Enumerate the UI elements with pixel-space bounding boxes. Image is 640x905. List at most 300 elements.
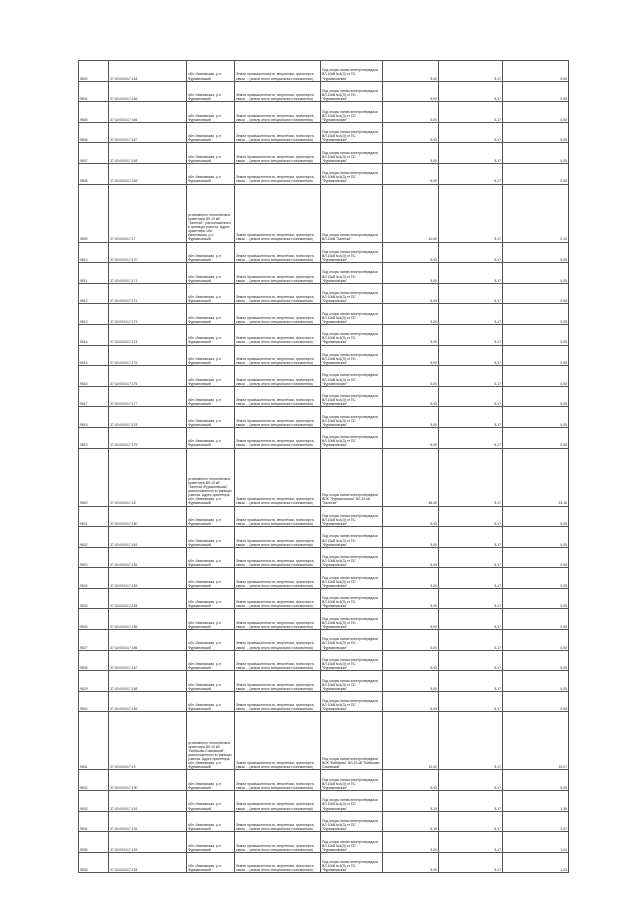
row-number-cell: 9804 (79, 81, 109, 102)
land-category-cell: Земли промышленности, энергетики, транспорта, связи ... (земли иного специального назначения) (235, 791, 321, 812)
area-cell: 5,00 (383, 547, 439, 568)
table-row (79, 163, 569, 184)
area-cell: 5,00 (383, 588, 439, 609)
address-cell: обл. Ивановская, р-н Фурмановский (187, 304, 235, 325)
permitted-use-cell: Под опоры линии электропередачи ВЛ-10кВ №4(3) от ПС "Фурмановская" (321, 263, 383, 284)
table-row (79, 386, 569, 407)
value-cell: 0,05 (503, 304, 569, 325)
land-category-cell: Земли промышленности, энергетики, транспорта, связи ... (земли иного специального назначения) (235, 527, 321, 548)
land-category-cell: Земли промышленности, энергетики, транспорта, связи ... (земли иного специального назначения) (235, 547, 321, 568)
row-number-cell: 9811 (79, 263, 109, 284)
cadastral-number-cell: 37:02:000417:173 (109, 304, 187, 325)
row-number-cell: 9815 (79, 345, 109, 366)
area-cell: 5,00 (383, 304, 439, 325)
table-row (79, 506, 569, 527)
land-category-cell: Земли промышленности, энергетики, транспорта, связи ... (земли иного специального назначения) (235, 61, 321, 82)
row-number-cell: 9813 (79, 304, 109, 325)
area-cell: 12,00 (383, 712, 439, 770)
table-row (79, 242, 569, 263)
area-cell: 5,00 (383, 691, 439, 712)
value-cell: 0,05 (503, 163, 569, 184)
address-cell: обл. Ивановская, р-н Фурмановский (187, 427, 235, 448)
value-cell: 1,36 (503, 791, 569, 812)
permitted-use-cell: Под опоры линии электропередачи ВЛ-10кВ №4(3) от ПС "Фурмановская" (321, 506, 383, 527)
land-category-cell: Земли промышленности, энергетики, транспорта, связи ... (земли иного специального назначения) (235, 770, 321, 791)
permitted-use-cell: Под опоры линии электропередачи ВОК "Бибиково" ВЛ-10 кВ "Бибиково-Сомовский" (321, 712, 383, 770)
rate-cell: 5,17 (439, 61, 503, 82)
area-cell: 10,00 (383, 184, 439, 242)
table-row (79, 407, 569, 428)
row-number-cell: 9819 (79, 427, 109, 448)
permitted-use-cell: Под опоры линии электропередачи ВЛ-10кВ №4(3) от ПС "Фурмановская" (321, 568, 383, 589)
cadastral-number-cell: 37:02:000417:172 (109, 283, 187, 304)
cadastral-number-cell: 37:02:000417:166 (109, 102, 187, 123)
table-row (79, 283, 569, 304)
value-cell: 0,05 (503, 407, 569, 428)
area-cell: 5,00 (383, 506, 439, 527)
row-number-cell: 9821 (79, 506, 109, 527)
land-category-cell: Земли промышленности, энергетики, транспорта, связи ... (земли иного специального назначения) (235, 630, 321, 651)
land-category-cell: Земли промышленности, энергетики, транспорта, связи ... (земли иного специального назначения) (235, 345, 321, 366)
row-number-cell: 9832 (79, 770, 109, 791)
row-number-cell: 9829 (79, 671, 109, 692)
permitted-use-cell: Под опоры линии электропередачи ВЛ-10кВ №4(3) от ПС "Фурмановская" (321, 345, 383, 366)
value-cell: 0,05 (503, 547, 569, 568)
land-category-cell: Земли промышленности, энергетики, транспорта, связи ... (земли иного специального назначения) (235, 506, 321, 527)
value-cell: 0,05 (503, 506, 569, 527)
table-row (79, 691, 569, 712)
area-cell: 5,00 (383, 163, 439, 184)
land-category-cell: Земли промышленности, энергетики, транспорта, связи ... (земли иного специального назначения) (235, 568, 321, 589)
address-cell: обл. Ивановская, р-н Фурмановский (187, 122, 235, 143)
permitted-use-cell: Под опоры линии электропередачи ВЛ-10кВ №4(3) от ПС "Фурмановская" (321, 304, 383, 325)
value-cell: 0,05 (503, 61, 569, 82)
area-cell: 5,00 (383, 386, 439, 407)
cadastral-number-cell: 37:02:000417:192 (109, 811, 187, 832)
address-cell: обл. Ивановская, р-н Фурмановский (187, 630, 235, 651)
value-cell: 0,05 (503, 527, 569, 548)
address-cell: обл. Ивановская, р-н Фурмановский (187, 832, 235, 853)
permitted-use-cell: Под опоры линии электропередачи ВЛ-10кВ №4(3) от ПС "Фурмановская" (321, 691, 383, 712)
land-category-cell: Земли промышленности, энергетики, транспорта, связи ... (земли иного специального назначения) (235, 81, 321, 102)
land-category-cell: Земли промышленности, энергетики, транспорта, связи ... (земли иного специального назначения) (235, 650, 321, 671)
permitted-use-cell: Под опоры линии электропередачи ВЛ-10кВ №4(3) от ПС "Фурмановская" (321, 324, 383, 345)
address-cell: обл. Ивановская, р-н Фурмановский (187, 143, 235, 164)
row-number-cell: 9817 (79, 386, 109, 407)
cadastral-number-cell: 37:02:000417:182 (109, 547, 187, 568)
permitted-use-cell: Под опоры линии электропередачи ВЛ-10кВ №4(3) от ПС "Фурмановская" (321, 61, 383, 82)
cadastral-number-cell: 37:02:000417:18 (109, 448, 187, 506)
permitted-use-cell: Под опоры линии электропередачи ВЛ-10кВ №4(3) от ПС "Фурмановская" (321, 547, 383, 568)
row-number-cell: 9826 (79, 609, 109, 630)
table-row (79, 671, 569, 692)
permitted-use-cell: Под опоры линии электропередачи ВЛ-10кВ №4(3) от ПС "Фурмановская" (321, 163, 383, 184)
land-category-cell: Земли промышленности, энергетики, транспорта, связи ... (земли иного специального назначения) (235, 184, 321, 242)
address-cell: установлено относительно ориентира ВЛ-10 кВ "Залесье", расположенного в границах участка. Адрес ориентира: обл. Ивановская, р-н Фурмановский (187, 184, 235, 242)
address-cell: обл. Ивановская, р-н Фурмановский (187, 811, 235, 832)
value-cell: 0,05 (503, 283, 569, 304)
table-row (79, 852, 569, 873)
table-row (79, 547, 569, 568)
permitted-use-cell: Под опоры линии электропередачи ВЛ-10кВ №4(3) от ПС "Фурмановская" (321, 242, 383, 263)
rate-cell: 5,17 (439, 770, 503, 791)
land-plot-table (78, 60, 569, 873)
table-row (79, 345, 569, 366)
row-number-cell: 9835 (79, 832, 109, 853)
address-cell: обл. Ивановская, р-н Фурмановский (187, 770, 235, 791)
area-cell: 5,00 (383, 122, 439, 143)
permitted-use-cell: Под опоры линии электропередачи ВОК "Фурмановская" ВЛ-10 кВ "Залесье" (321, 448, 383, 506)
permitted-use-cell: Под опоры линии электропередачи ВЛ-10кВ №4(3) от ПС "Фурмановская" (321, 852, 383, 873)
value-cell: 0,05 (503, 345, 569, 366)
value-cell: 0,05 (503, 263, 569, 284)
area-cell: 5,00 (383, 832, 439, 853)
land-category-cell: Земли промышленности, энергетики, транспорта, связи ... (земли иного специального назначения) (235, 242, 321, 263)
address-cell: обл. Ивановская, р-н Фурмановский (187, 650, 235, 671)
table-row (79, 650, 569, 671)
land-category-cell: Земли промышленности, энергетики, транспорта, связи ... (земли иного специального назначения) (235, 609, 321, 630)
area-cell: 5,00 (383, 527, 439, 548)
value-cell: 0,05 (503, 650, 569, 671)
cadastral-number-cell: 37:02:000417:170 (109, 242, 187, 263)
row-number-cell: 9814 (79, 324, 109, 345)
permitted-use-cell: Под опоры линии электропередачи ВЛ-10кВ №4(3) от ПС "Фурмановская" (321, 427, 383, 448)
area-cell: 5,00 (383, 427, 439, 448)
land-category-cell: Земли промышленности, энергетики, транспорта, связи ... (земли иного специального назначения) (235, 366, 321, 387)
row-number-cell: 9831 (79, 712, 109, 770)
cadastral-number-cell: 37:02:000417:184 (109, 588, 187, 609)
rate-cell: 5,17 (439, 102, 503, 123)
cadastral-number-cell: 37:02:000417:185 (109, 609, 187, 630)
area-cell: 5,00 (383, 852, 439, 873)
area-cell: 5,00 (383, 283, 439, 304)
rate-cell: 5,17 (439, 712, 503, 770)
cadastral-number-cell: 37:02:000417:175 (109, 345, 187, 366)
address-cell: обл. Ивановская, р-н Фурмановский (187, 588, 235, 609)
address-cell: обл. Ивановская, р-н Фурмановский (187, 386, 235, 407)
area-cell: 5,10 (383, 811, 439, 832)
row-number-cell: 9822 (79, 527, 109, 548)
permitted-use-cell: Под опоры линии электропередачи ВЛ-10кВ №4(3) от ПС "Фурмановская" (321, 791, 383, 812)
cadastral-number-cell: 37:02:000417:19 (109, 712, 187, 770)
table-row (79, 122, 569, 143)
rate-cell: 5,17 (439, 143, 503, 164)
cadastral-number-cell: 37:02:000417:180 (109, 506, 187, 527)
value-cell: 0,10 (503, 184, 569, 242)
table-row (79, 527, 569, 548)
rate-cell: 5,17 (439, 671, 503, 692)
rate-cell: 5,17 (439, 568, 503, 589)
table-row (79, 366, 569, 387)
table-row (79, 630, 569, 651)
land-category-cell: Земли промышленности, энергетики, транспорта, связи ... (земли иного специального назначения) (235, 691, 321, 712)
cadastral-number-cell: 37:02:000417:189 (109, 691, 187, 712)
value-cell: 1,24 (503, 852, 569, 873)
rate-cell: 5,17 (439, 811, 503, 832)
area-cell: 5,00 (383, 650, 439, 671)
land-category-cell: Земли промышленности, энергетики, транспорта, связи ... (земли иного специального назначения) (235, 671, 321, 692)
cadastral-number-cell: 37:02:000417:176 (109, 366, 187, 387)
address-cell: обл. Ивановская, р-н Фурмановский (187, 324, 235, 345)
address-cell: установлено относительно ориентира ВЛ-10 кВ "Бибиково-Сомовский", расположенного в границах участка. Адрес ориентира: обл. Ивановская, р-н Фурмановский (187, 712, 235, 770)
cadastral-number-cell: 37:02:000417:187 (109, 650, 187, 671)
row-number-cell: 9812 (79, 283, 109, 304)
cadastral-number-cell: 37:02:000417:165 (109, 81, 187, 102)
permitted-use-cell: Под опоры линии электропередачи ВЛ-10кВ №4(3) от ПС "Фурмановская" (321, 832, 383, 853)
area-cell: 5,00 (383, 671, 439, 692)
rate-cell: 5,17 (439, 650, 503, 671)
row-number-cell: 9807 (79, 143, 109, 164)
value-cell: 0,05 (503, 386, 569, 407)
row-number-cell: 9823 (79, 547, 109, 568)
row-number-cell: 9809 (79, 184, 109, 242)
address-cell: обл. Ивановская, р-н Фурмановский (187, 691, 235, 712)
cadastral-number-cell: 37:02:000417:167 (109, 122, 187, 143)
address-cell: обл. Ивановская, р-н Фурмановский (187, 791, 235, 812)
area-cell: 5,00 (383, 263, 439, 284)
land-category-cell: Земли промышленности, энергетики, транспорта, связи ... (земли иного специального назначения) (235, 263, 321, 284)
land-category-cell: Земли промышленности, энергетики, транспорта, связи ... (земли иного специального назначения) (235, 852, 321, 873)
table-row (79, 568, 569, 589)
cadastral-number-cell: 37:02:000417:17 (109, 184, 187, 242)
table-row (79, 102, 569, 123)
area-cell: 5,00 (383, 81, 439, 102)
area-cell: 5,00 (383, 345, 439, 366)
permitted-use-cell: Под опоры линии электропередачи ВЛ-10кВ №4(3) от ПС "Фурмановская" (321, 630, 383, 651)
cadastral-number-cell: 37:02:000417:174 (109, 324, 187, 345)
address-cell: обл. Ивановская, р-н Фурмановский (187, 345, 235, 366)
cadastral-number-cell: 37:02:000417:191 (109, 791, 187, 812)
permitted-use-cell: Под опоры линии электропередачи ВЛ-10кВ №4(3) от ПС "Фурмановская" (321, 143, 383, 164)
permitted-use-cell: Под опоры линии электропередачи ВЛ-10кВ №4(3) от ПС "Фурмановская" (321, 386, 383, 407)
permitted-use-cell: Под опоры линии электропередачи ВЛ-10кВ №4(3) от ПС "Фурмановская" (321, 588, 383, 609)
cadastral-number-cell: 37:02:000417:190 (109, 770, 187, 791)
address-cell: обл. Ивановская, р-н Фурмановский (187, 506, 235, 527)
rate-cell: 5,17 (439, 304, 503, 325)
permitted-use-cell: Под опоры линии электропередачи ВЛ-10кВ №4(3) от ПС "Фурмановская" (321, 407, 383, 428)
area-cell: 5,00 (383, 242, 439, 263)
cadastral-number-cell: 37:02:000417:188 (109, 671, 187, 692)
rate-cell: 5,17 (439, 407, 503, 428)
cadastral-number-cell: 37:02:000417:178 (109, 407, 187, 428)
table-row (79, 609, 569, 630)
table-row (79, 588, 569, 609)
rate-cell: 5,17 (439, 345, 503, 366)
rate-cell: 5,17 (439, 163, 503, 184)
row-number-cell: 9824 (79, 568, 109, 589)
area-cell: 5,00 (383, 102, 439, 123)
land-category-cell: Земли промышленности, энергетики, транспорта, связи ... (земли иного специального назначения) (235, 102, 321, 123)
rate-cell: 5,17 (439, 852, 503, 873)
address-cell: обл. Ивановская, р-н Фурмановский (187, 852, 235, 873)
address-cell: обл. Ивановская, р-н Фурмановский (187, 547, 235, 568)
area-cell: 5,10 (383, 791, 439, 812)
value-cell: 0,05 (503, 102, 569, 123)
value-cell: 2,47 (503, 811, 569, 832)
table-row (79, 324, 569, 345)
area-cell: 5,00 (383, 770, 439, 791)
table-row (79, 81, 569, 102)
land-category-cell: Земли промышленности, энергетики, транспорта, связи ... (земли иного специального назначения) (235, 811, 321, 832)
row-number-cell: 9808 (79, 163, 109, 184)
address-cell: обл. Ивановская, р-н Фурмановский (187, 527, 235, 548)
rate-cell: 5,17 (439, 588, 503, 609)
row-number-cell: 9833 (79, 791, 109, 812)
value-cell: 0,05 (503, 671, 569, 692)
area-cell: 5,00 (383, 568, 439, 589)
row-number-cell: 9830 (79, 691, 109, 712)
value-cell: 0,05 (503, 691, 569, 712)
value-cell: 15,07 (503, 712, 569, 770)
cadastral-number-cell: 37:02:000417:164 (109, 61, 187, 82)
address-cell: обл. Ивановская, р-н Фурмановский (187, 609, 235, 630)
value-cell: 1,04 (503, 832, 569, 853)
cadastral-number-cell: 37:02:000417:183 (109, 568, 187, 589)
permitted-use-cell: Под опоры линии электропередачи ВЛ-10кВ №4(3) от ПС "Фурмановская" (321, 609, 383, 630)
area-cell: 5,00 (383, 143, 439, 164)
value-cell: 0,05 (503, 568, 569, 589)
rate-cell: 5,17 (439, 630, 503, 651)
land-category-cell: Земли промышленности, энергетики, транспорта, связи ... (земли иного специального назначения) (235, 712, 321, 770)
table-row (79, 712, 569, 770)
area-cell: 5,00 (383, 61, 439, 82)
table-row (79, 184, 569, 242)
cadastral-number-cell: 37:02:000417:181 (109, 527, 187, 548)
table-row (79, 263, 569, 284)
area-cell: 5,00 (383, 407, 439, 428)
row-number-cell: 9834 (79, 811, 109, 832)
rate-cell: 5,17 (439, 283, 503, 304)
cadastral-number-cell: 37:02:000417:171 (109, 263, 187, 284)
land-category-cell: Земли промышленности, энергетики, транспорта, связи ... (земли иного специального назначения) (235, 407, 321, 428)
row-number-cell: 9803 (79, 61, 109, 82)
cadastral-number-cell: 37:02:000417:179 (109, 427, 187, 448)
permitted-use-cell: Под опоры линии электропередачи ВЛ-10кВ №4(3) от ПС "Фурмановская" (321, 102, 383, 123)
area-cell: 5,00 (383, 609, 439, 630)
rate-cell: 5,17 (439, 691, 503, 712)
address-cell: обл. Ивановская, р-н Фурмановский (187, 102, 235, 123)
rate-cell: 5,17 (439, 263, 503, 284)
row-number-cell: 9825 (79, 588, 109, 609)
address-cell: обл. Ивановская, р-н Фурмановский (187, 407, 235, 428)
area-cell: 5,00 (383, 630, 439, 651)
address-cell: обл. Ивановская, р-н Фурмановский (187, 671, 235, 692)
table-row (79, 143, 569, 164)
value-cell: 0,05 (503, 143, 569, 164)
land-category-cell: Земли промышленности, энергетики, транспорта, связи ... (земли иного специального назначения) (235, 304, 321, 325)
permitted-use-cell: Под опоры линии электропередачи ВЛ-10кВ "Залесье" (321, 184, 383, 242)
row-number-cell: 9827 (79, 630, 109, 651)
land-category-cell: Земли промышленности, энергетики, транспорта, связи ... (земли иного специального назначения) (235, 386, 321, 407)
value-cell: 0,05 (503, 588, 569, 609)
rate-cell: 5,17 (439, 791, 503, 812)
row-number-cell: 9816 (79, 366, 109, 387)
value-cell: 0,05 (503, 122, 569, 143)
address-cell: обл. Ивановская, р-н Фурмановский (187, 242, 235, 263)
table-row (79, 791, 569, 812)
rate-cell: 5,17 (439, 242, 503, 263)
rate-cell: 5,17 (439, 448, 503, 506)
value-cell: 0,05 (503, 366, 569, 387)
row-number-cell: 9828 (79, 650, 109, 671)
rate-cell: 5,17 (439, 386, 503, 407)
address-cell: обл. Ивановская, р-н Фурмановский (187, 283, 235, 304)
cadastral-number-cell: 37:02:000417:186 (109, 630, 187, 651)
table-row (79, 304, 569, 325)
value-cell: 24,16 (503, 448, 569, 506)
rate-cell: 5,17 (439, 527, 503, 548)
address-cell: обл. Ивановская, р-н Фурмановский (187, 163, 235, 184)
permitted-use-cell: Под опоры линии электропередачи ВЛ-10кВ №4(3) от ПС "Фурмановская" (321, 650, 383, 671)
land-category-cell: Земли промышленности, энергетики, транспорта, связи ... (земли иного специального назначения) (235, 588, 321, 609)
table-row (79, 811, 569, 832)
rate-cell: 5,17 (439, 324, 503, 345)
land-category-cell: Земли промышленности, энергетики, транспорта, связи ... (земли иного специального назначения) (235, 324, 321, 345)
land-category-cell: Земли промышленности, энергетики, транспорта, связи ... (земли иного специального назначения) (235, 283, 321, 304)
rate-cell: 5,17 (439, 506, 503, 527)
table-row (79, 770, 569, 791)
table-row (79, 427, 569, 448)
table-body (79, 61, 569, 873)
rate-cell: 5,17 (439, 427, 503, 448)
land-category-cell: Земли промышленности, энергетики, транспорта, связи ... (земли иного специального назначения) (235, 122, 321, 143)
cadastral-number-cell: 37:02:000417:169 (109, 163, 187, 184)
land-category-cell: Земли промышленности, энергетики, транспорта, связи ... (земли иного специального назначения) (235, 163, 321, 184)
row-number-cell: 9806 (79, 122, 109, 143)
address-cell: обл. Ивановская, р-н Фурмановский (187, 263, 235, 284)
cadastral-number-cell: 37:02:000417:177 (109, 386, 187, 407)
rate-cell: 5,17 (439, 81, 503, 102)
rate-cell: 5,17 (439, 122, 503, 143)
land-category-cell: Земли промышленности, энергетики, транспорта, связи ... (земли иного специального назначения) (235, 427, 321, 448)
land-category-cell: Земли промышленности, энергетики, транспорта, связи ... (земли иного специального назначения) (235, 832, 321, 853)
cadastral-number-cell: 37:02:000417:193 (109, 832, 187, 853)
row-number-cell: 9820 (79, 448, 109, 506)
permitted-use-cell: Под опоры линии электропередачи ВЛ-10кВ №4(3) от ПС "Фурмановская" (321, 770, 383, 791)
table-row (79, 832, 569, 853)
land-category-cell: Земли промышленности, энергетики, транспорта, связи ... (земли иного специального назначения) (235, 448, 321, 506)
permitted-use-cell: Под опоры линии электропередачи ВЛ-10кВ №4(3) от ПС "Фурмановская" (321, 527, 383, 548)
rate-cell: 5,17 (439, 547, 503, 568)
rate-cell: 5,17 (439, 609, 503, 630)
permitted-use-cell: Под опоры линии электропередачи ВЛ-10кВ №4(3) от ПС "Фурмановская" (321, 811, 383, 832)
value-cell: 0,05 (503, 81, 569, 102)
value-cell: 0,05 (503, 427, 569, 448)
permitted-use-cell: Под опоры линии электропередачи ВЛ-10кВ №4(3) от ПС "Фурмановская" (321, 366, 383, 387)
row-number-cell: 9836 (79, 852, 109, 873)
rate-cell: 5,17 (439, 184, 503, 242)
table-row (79, 61, 569, 82)
permitted-use-cell: Под опоры линии электропередачи ВЛ-10кВ №4(3) от ПС "Фурмановская" (321, 671, 383, 692)
value-cell: 0,05 (503, 630, 569, 651)
area-cell: 48,00 (383, 448, 439, 506)
address-cell: обл. Ивановская, р-н Фурмановский (187, 568, 235, 589)
rate-cell: 5,17 (439, 366, 503, 387)
rate-cell: 5,17 (439, 832, 503, 853)
row-number-cell: 9818 (79, 407, 109, 428)
value-cell: 0,05 (503, 609, 569, 630)
land-category-cell: Земли промышленности, энергетики, транспорта, связи ... (земли иного специального назначения) (235, 143, 321, 164)
document-sheet (78, 60, 568, 873)
area-cell: 5,00 (383, 366, 439, 387)
area-cell: 5,00 (383, 324, 439, 345)
address-cell: обл. Ивановская, р-н Фурмановский (187, 61, 235, 82)
permitted-use-cell: Под опоры линии электропередачи ВЛ-10кВ №4(3) от ПС "Фурмановская" (321, 283, 383, 304)
address-cell: установлено относительно ориентира ВЛ-10 кВ "Залесье-Фурмановская", расположенного в границах участка. Адрес ориентира: обл. Ивановская, р-н Фурмановский (187, 448, 235, 506)
row-number-cell: 9810 (79, 242, 109, 263)
value-cell: 0,05 (503, 242, 569, 263)
address-cell: обл. Ивановская, р-н Фурмановский (187, 81, 235, 102)
